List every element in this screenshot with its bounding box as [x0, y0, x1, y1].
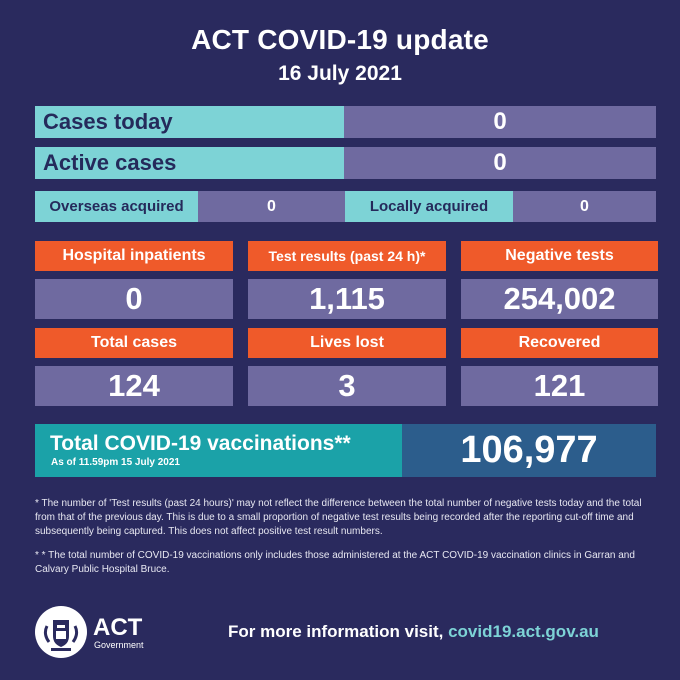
footnote-test-results: * The number of 'Test results (past 24 hours)' may not reflect the difference between the total number of negative tests today and the total from that of the previous day. This is due to a small proportion of negative test results being recorded after the reporting cut-off time and subsequently being captured. This does not affect positive test result numbers.	[35, 498, 642, 537]
page-title: ACT COVID-19 update	[191, 24, 489, 55]
locally-acquired-value: 0	[513, 191, 656, 222]
recovered-label: Recovered	[461, 328, 658, 358]
cases-today-label: Cases today	[35, 106, 344, 138]
negative-tests-value: 254,002	[461, 279, 658, 319]
footer-info-link[interactable]: covid19.act.gov.au	[448, 622, 599, 641]
vaccinations-label-panel	[35, 424, 402, 477]
lives-lost-label: Lives lost	[248, 328, 446, 358]
hospital-inpatients-value: 0	[35, 279, 233, 319]
overseas-acquired-value: 0	[198, 191, 345, 222]
total-cases-label: Total cases	[35, 328, 233, 358]
negative-tests-label: Negative tests	[461, 241, 658, 271]
recovered-value: 121	[461, 366, 658, 406]
active-cases-value: 0	[344, 147, 656, 179]
vaccinations-sublabel: As of 11.59pm 15 July 2021	[51, 457, 180, 468]
footer-info-text: For more information visit,	[228, 622, 449, 641]
overseas-acquired-label: Overseas acquired	[35, 191, 198, 222]
footnote-vaccinations: * * The total number of COVID-19 vaccinations only includes those administered at the ACT COVID-19 vaccination clinics in Garran and Calvary Public Hospital Bruce.	[35, 550, 635, 575]
test-results-label: Test results (past 24 h)*	[248, 241, 446, 271]
act-logo-text: ACT	[93, 614, 143, 641]
lives-lost-value: 3	[248, 366, 446, 406]
vaccinations-value: 106,977	[402, 424, 656, 477]
active-cases-label: Active cases	[35, 147, 344, 179]
act-crest-icon	[35, 606, 87, 658]
cases-today-value: 0	[344, 106, 656, 138]
vaccinations-label: Total COVID-19 vaccinations**	[50, 432, 351, 455]
act-logo-subtext: Government	[94, 640, 144, 650]
locally-acquired-label: Locally acquired	[345, 191, 513, 222]
test-results-value: 1,115	[248, 279, 446, 319]
total-cases-value: 124	[35, 366, 233, 406]
report-date: 16 July 2021	[278, 62, 402, 85]
footer-info	[228, 622, 599, 642]
hospital-inpatients-label: Hospital inpatients	[35, 241, 233, 271]
